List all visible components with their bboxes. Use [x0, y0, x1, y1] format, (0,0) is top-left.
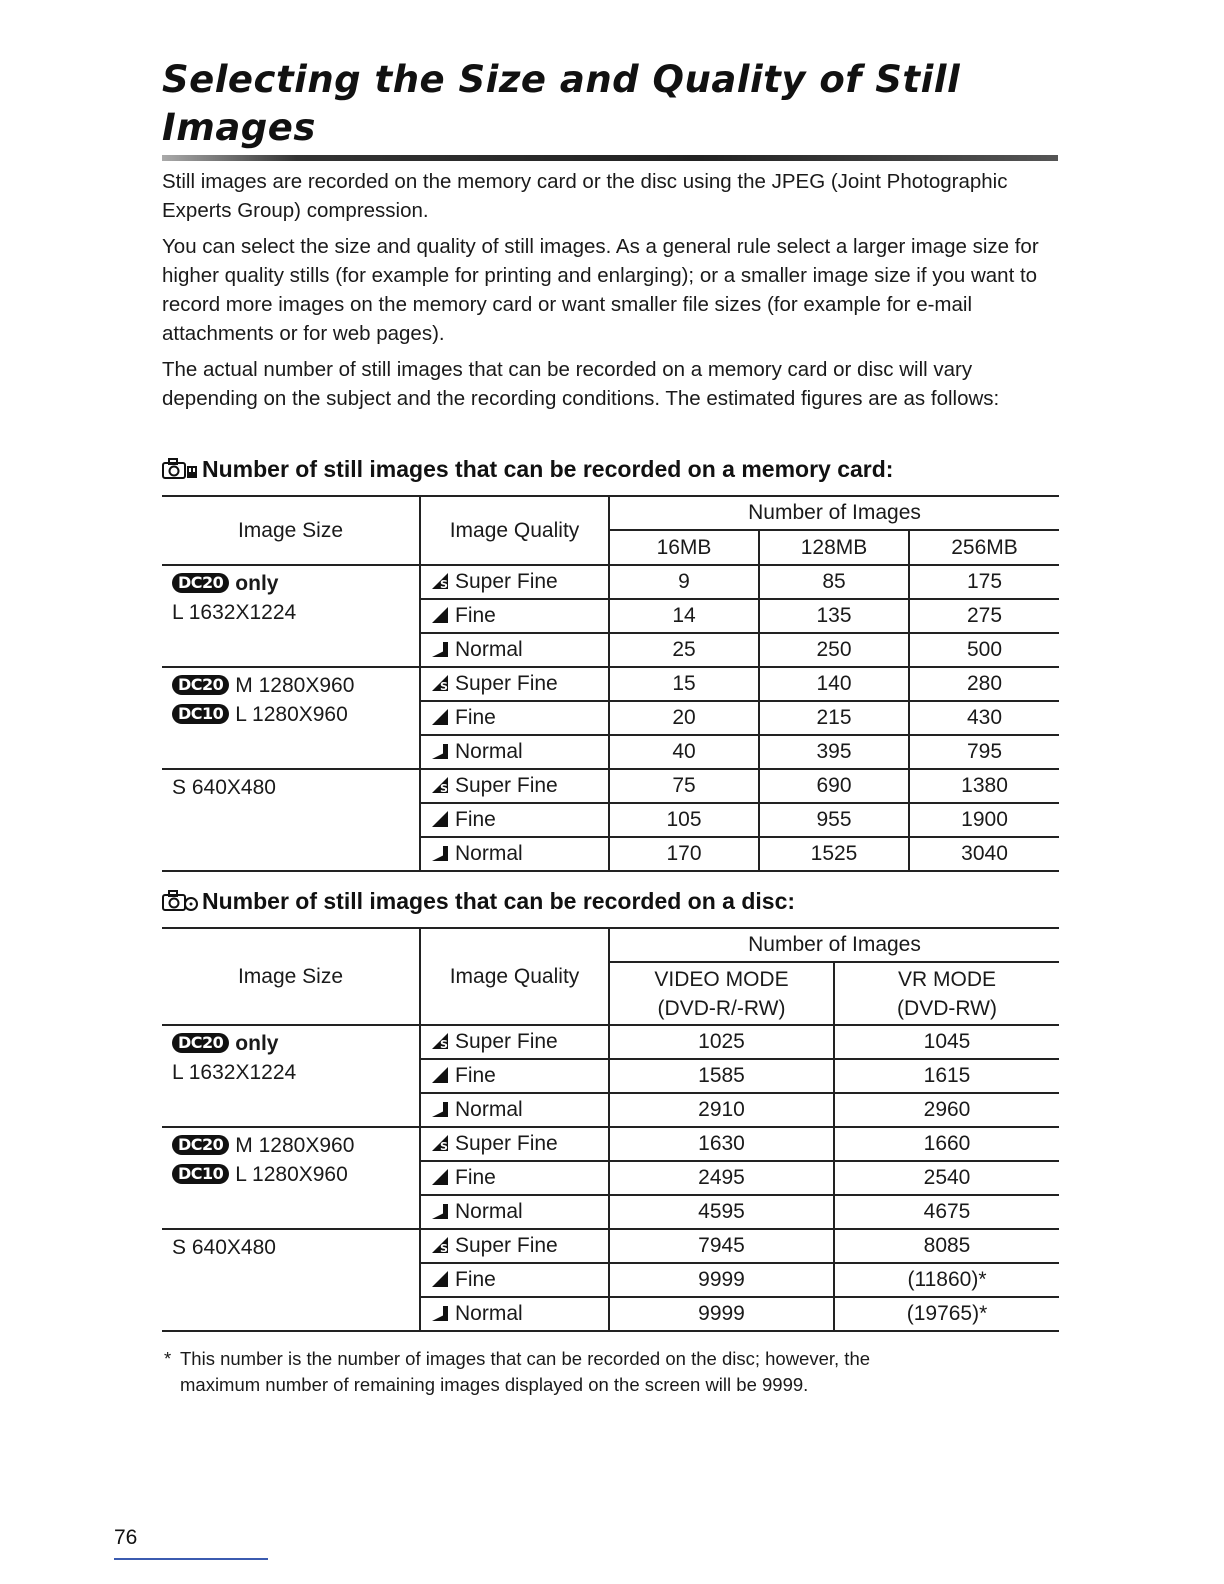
cell-value: 85	[759, 565, 909, 599]
cell-value: (11860)*	[834, 1263, 1059, 1297]
quality-label: Fine	[455, 1166, 496, 1189]
cell-value: 795	[909, 735, 1059, 769]
cell-value: 3040	[909, 837, 1059, 871]
normal-icon	[431, 1304, 449, 1322]
quality-label: Fine	[455, 1064, 496, 1087]
super-fine-icon	[431, 1134, 449, 1152]
svg-text:S: S	[440, 1038, 448, 1050]
size-group-s	[162, 1229, 420, 1331]
quality-normal	[420, 1195, 609, 1229]
quality-normal	[420, 1093, 609, 1127]
cell-value: 170	[609, 837, 759, 871]
cell-value: 1615	[834, 1059, 1059, 1093]
normal-icon	[431, 844, 449, 862]
header-number-of-images: Number of Images	[609, 928, 1059, 962]
cell-value: 25	[609, 633, 759, 667]
header-128mb: 128MB	[759, 530, 909, 565]
memory-card-heading-text: Number of still images that can be recorded on a memory card:	[202, 456, 894, 482]
size-group-m	[162, 1127, 420, 1229]
header-vr-mode	[834, 962, 1059, 1025]
footnote	[164, 1346, 1044, 1398]
header-256mb: 256MB	[909, 530, 1059, 565]
cell-value: 2910	[609, 1093, 834, 1127]
quality-label: Fine	[455, 604, 496, 627]
quality-normal	[420, 1297, 609, 1331]
header-image-quality: Image Quality	[420, 496, 609, 565]
dc20-badge: DC20	[172, 1135, 229, 1155]
cell-value: 75	[609, 769, 759, 803]
cell-value: 430	[909, 701, 1059, 735]
fine-icon	[431, 810, 449, 828]
quality-label: Normal	[455, 1200, 523, 1223]
cell-value: 9999	[609, 1297, 834, 1331]
header-line: VR MODE	[897, 967, 996, 991]
dc10-badge: DC10	[172, 704, 229, 724]
camera-disc-icon	[162, 890, 198, 912]
fine-icon	[431, 1066, 449, 1084]
only-label: only	[235, 572, 279, 595]
intro-text	[162, 167, 1062, 420]
intro-paragraph-1: Still images are recorded on the memory card or the disc using the JPEG (Joint Photographic Experts Group) compression.	[162, 170, 1008, 222]
cell-value: 9999	[609, 1263, 834, 1297]
normal-icon	[431, 1202, 449, 1220]
dc20-badge: DC20	[172, 573, 229, 593]
fine-icon	[431, 1270, 449, 1288]
cell-value: 7945	[609, 1229, 834, 1263]
cell-value: 105	[609, 803, 759, 837]
quality-normal	[420, 837, 609, 871]
quality-label: Normal	[455, 842, 523, 865]
cell-value: 4595	[609, 1195, 834, 1229]
cell-value: 1045	[834, 1025, 1059, 1059]
cell-value: 1900	[909, 803, 1059, 837]
dc20-badge: DC20	[172, 1033, 229, 1053]
size-group-dc20-l	[162, 1025, 420, 1127]
size-label: S 640X480	[172, 1236, 276, 1259]
cell-value: 2495	[609, 1161, 834, 1195]
cell-value: 14	[609, 599, 759, 633]
cell-value: 140	[759, 667, 909, 701]
size-label: L 1632X1224	[172, 1061, 297, 1084]
super-fine-icon	[431, 572, 449, 590]
cell-value: 135	[759, 599, 909, 633]
cell-value: 40	[609, 735, 759, 769]
quality-super-fine	[420, 1229, 609, 1263]
super-fine-icon	[431, 776, 449, 794]
intro-paragraph-2: You can select the size and quality of still images. As a general rule select a larger image size for higher quality stills (for example for printing and enlarging); or a smaller image size if you want to record more images on the memory card or want smaller file sizes (for example for e-mail attachments or for web pages).	[162, 235, 1039, 345]
normal-icon	[431, 640, 449, 658]
footnote-line-1: This number is the number of images that can be recorded on the disc; however, the	[180, 1348, 871, 1369]
header-line: VIDEO MODE	[654, 967, 789, 991]
quality-super-fine	[420, 667, 609, 701]
quality-label: Super Fine	[455, 1132, 558, 1155]
quality-super-fine	[420, 1127, 609, 1161]
cell-value: 690	[759, 769, 909, 803]
quality-fine	[420, 1263, 609, 1297]
only-label: only	[235, 1032, 279, 1055]
cell-value: (19765)*	[834, 1297, 1059, 1331]
quality-label: Normal	[455, 1098, 523, 1121]
quality-label: Fine	[455, 1268, 496, 1291]
header-video-mode	[609, 962, 834, 1025]
svg-text:S: S	[440, 1242, 448, 1254]
size-label: L 1280X960	[235, 703, 348, 726]
size-label: M 1280X960	[235, 1134, 355, 1157]
cell-value: 500	[909, 633, 1059, 667]
camera-card-icon	[162, 458, 198, 480]
quality-super-fine	[420, 769, 609, 803]
quality-super-fine	[420, 1025, 609, 1059]
size-group-dc20-l	[162, 565, 420, 667]
fine-icon	[431, 708, 449, 726]
dc10-badge: DC10	[172, 1164, 229, 1184]
cell-value: 175	[909, 565, 1059, 599]
svg-text:S: S	[440, 680, 448, 692]
footnote-line-2: maximum number of remaining images displayed on the screen will be 9999.	[180, 1374, 809, 1395]
normal-icon	[431, 742, 449, 760]
page-title: Selecting the Size and Quality of Still Images	[162, 58, 961, 149]
quality-fine	[420, 701, 609, 735]
disc-heading-text: Number of still images that can be recorded on a disc:	[202, 888, 796, 914]
header-line: (DVD-R/-RW)	[657, 996, 786, 1020]
cell-value: 8085	[834, 1229, 1059, 1263]
quality-label: Normal	[455, 638, 523, 661]
header-16mb: 16MB	[609, 530, 759, 565]
cell-value: 1630	[609, 1127, 834, 1161]
quality-label: Normal	[455, 1302, 523, 1325]
cell-value: 215	[759, 701, 909, 735]
size-label: L 1280X960	[235, 1163, 348, 1186]
quality-normal	[420, 633, 609, 667]
super-fine-icon	[431, 1032, 449, 1050]
cell-value: 1380	[909, 769, 1059, 803]
cell-value: 250	[759, 633, 909, 667]
quality-label: Super Fine	[455, 672, 558, 695]
header-image-quality: Image Quality	[420, 928, 609, 1025]
quality-label: Fine	[455, 706, 496, 729]
quality-fine	[420, 803, 609, 837]
memory-card-heading	[162, 454, 893, 484]
cell-value: 1585	[609, 1059, 834, 1093]
memory-card-table	[162, 495, 1059, 872]
header-number-of-images: Number of Images	[609, 496, 1059, 530]
quality-fine	[420, 1059, 609, 1093]
cell-value: 2540	[834, 1161, 1059, 1195]
cell-value: 275	[909, 599, 1059, 633]
cell-value: 1525	[759, 837, 909, 871]
quality-label: Super Fine	[455, 1234, 558, 1257]
quality-label: Normal	[455, 740, 523, 763]
cell-value: 1025	[609, 1025, 834, 1059]
svg-text:S: S	[440, 782, 448, 794]
svg-text:S: S	[440, 1140, 448, 1152]
fine-icon	[431, 606, 449, 624]
size-group-s	[162, 769, 420, 871]
disc-heading	[162, 886, 795, 916]
fine-icon	[431, 1168, 449, 1186]
quality-fine	[420, 1161, 609, 1195]
normal-icon	[431, 1100, 449, 1118]
disc-table	[162, 927, 1059, 1332]
svg-text:S: S	[440, 578, 448, 590]
quality-super-fine	[420, 565, 609, 599]
size-label: M 1280X960	[235, 674, 355, 697]
header-line: (DVD-RW)	[897, 996, 997, 1020]
cell-value: 395	[759, 735, 909, 769]
size-label: L 1632X1224	[172, 601, 297, 624]
quality-label: Super Fine	[455, 774, 558, 797]
header-image-size: Image Size	[162, 928, 420, 1025]
quality-normal	[420, 735, 609, 769]
cell-value: 1660	[834, 1127, 1059, 1161]
size-group-m	[162, 667, 420, 769]
intro-paragraph-3: The actual number of still images that can be recorded on a memory card or disc will vary depending on the subject and the recording conditions. The estimated figures are as follows:	[162, 358, 1000, 410]
quality-fine	[420, 599, 609, 633]
cell-value: 2960	[834, 1093, 1059, 1127]
page-number-rule	[114, 1558, 268, 1560]
quality-label: Fine	[455, 808, 496, 831]
title-underline	[162, 155, 1058, 161]
cell-value: 20	[609, 701, 759, 735]
super-fine-icon	[431, 674, 449, 692]
cell-value: 15	[609, 667, 759, 701]
quality-label: Super Fine	[455, 570, 558, 593]
cell-value: 9	[609, 565, 759, 599]
footnote-star: *	[164, 1348, 172, 1369]
dc20-badge: DC20	[172, 675, 229, 695]
cell-value: 955	[759, 803, 909, 837]
cell-value: 4675	[834, 1195, 1059, 1229]
super-fine-icon	[431, 1236, 449, 1254]
quality-label: Super Fine	[455, 1030, 558, 1053]
cell-value: 280	[909, 667, 1059, 701]
size-label: S 640X480	[172, 776, 276, 799]
page-number: 76	[114, 1526, 138, 1549]
header-image-size: Image Size	[162, 496, 420, 565]
